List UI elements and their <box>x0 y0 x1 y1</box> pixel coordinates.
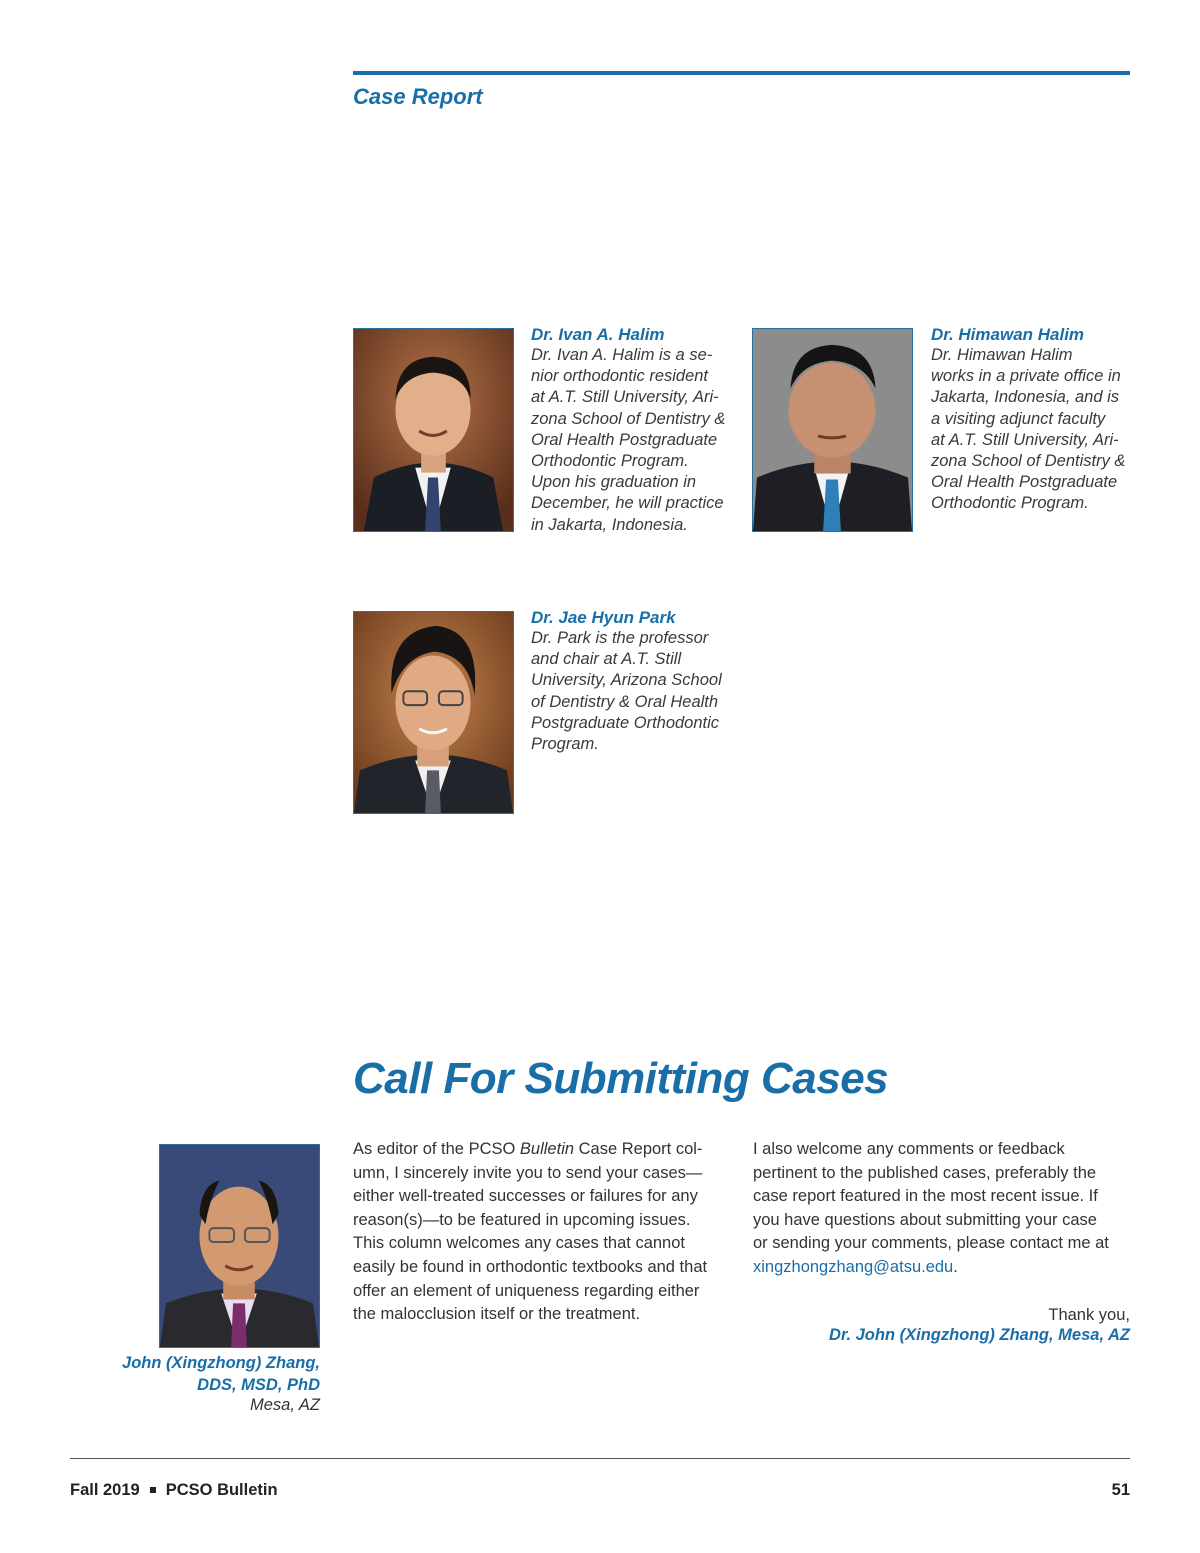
author-location: Mesa, AZ <box>250 1396 320 1414</box>
footer-rule <box>70 1458 1130 1459</box>
square-bullet-icon <box>150 1487 156 1493</box>
top-rule <box>353 71 1130 75</box>
call-title: Call For Submitting Cases <box>353 1054 889 1103</box>
thanks-text: Thank you, <box>1048 1306 1130 1324</box>
call-body-column-1 <box>353 1138 733 1327</box>
portrait-photo-ivan-halim <box>353 328 514 532</box>
signature: Dr. John (Xingzhong) Zhang, Mesa, AZ <box>829 1326 1130 1344</box>
contact-email-link[interactable]: xingzhongzhang@atsu.edu <box>753 1257 954 1276</box>
call-body-1-rest: Case Report col- umn, I sincerely invite you to send your cases— either well-treated successes or failures for any reason(s)—to be featured in upcoming issues. This column welcomes any cases that cannot easily be found in orthodontic textbooks and that offer an element of uniqueness regarding either the malocclusion itself or the treatment. <box>353 1140 708 1324</box>
bio-text-jae-hyun-park: Dr. Park is the professor and chair at A.T. Still University, Arizona School of Dentistry & Oral Health Postgraduate Orthodontic Program. <box>531 629 722 754</box>
bio-name-himawan-halim: Dr. Himawan Halim <box>931 325 1085 344</box>
call-body-2-text: I also welcome any comments or feedback pertinent to the published cases, preferably the case report featured in the most recent issue. If you have questions about submitting your case or sending your comments, please contact me at <box>753 1140 1109 1253</box>
footer-publication: PCSO Bulletin <box>165 1481 278 1499</box>
bio-name-ivan-halim: Dr. Ivan A. Halim <box>531 325 665 344</box>
call-body-column-2 <box>753 1138 1133 1280</box>
email-suffix: . <box>953 1257 958 1276</box>
bio-name-jae-hyun-park: Dr. Jae Hyun Park <box>531 608 676 627</box>
page-number: 51 <box>1111 1481 1130 1499</box>
bulletin-italic: Bulletin <box>519 1140 575 1158</box>
footer-issue <box>70 1481 278 1500</box>
call-body-1-start: As editor of the PCSO <box>353 1140 520 1158</box>
author-name: John (Xingzhong) Zhang, DDS, MSD, PhD <box>122 1354 320 1394</box>
footer-issue-date: Fall 2019 <box>70 1481 140 1499</box>
section-label: Case Report <box>353 84 483 109</box>
portrait-photo-jae-hyun-park <box>353 611 514 814</box>
bio-text-himawan-halim: Dr. Himawan Halim works in a private office in Jakarta, Indonesia, and is a visiting adjunct faculty at A.T. Still University, Ari- zona School of Dentistry & Oral Health Postgraduate Orthodontic Program. <box>931 346 1126 513</box>
portrait-photo-himawan-halim <box>752 328 913 532</box>
bio-text-ivan-halim: Dr. Ivan A. Halim is a se- nior orthodontic resident at A.T. Still University, Ari- zona School of Dentistry & Oral Health Postgraduate Orthodontic Program. Upon his graduation in December, he will practice in Jakarta, Indonesia. <box>531 346 726 534</box>
portrait-photo-john-zhang <box>159 1144 320 1348</box>
